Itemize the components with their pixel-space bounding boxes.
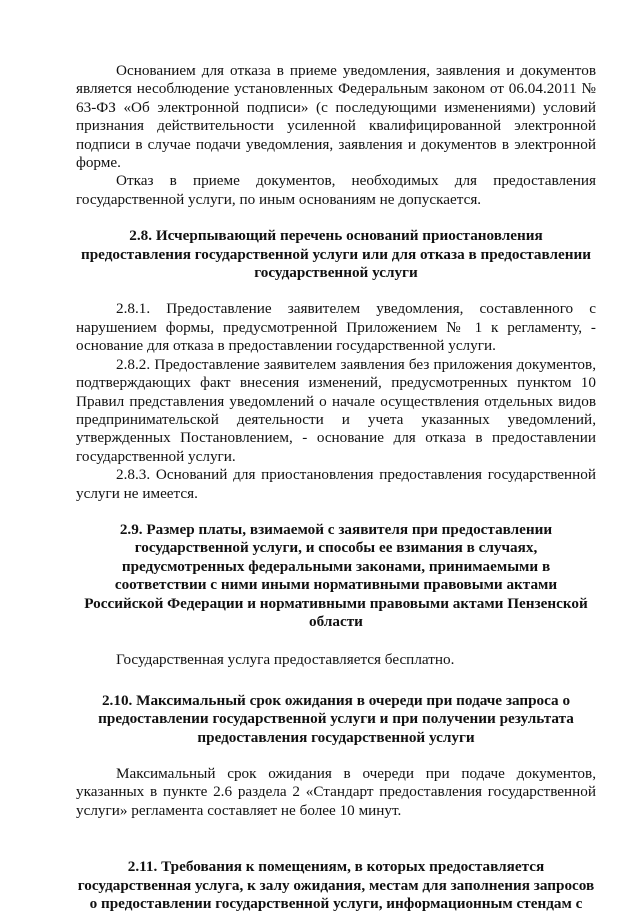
section-2-10-heading: 2.10. Максимальный срок ожидания в очереди при подаче запроса о предоставлении государственной услуги и при получении результата предоставления государственной услуги <box>98 691 574 746</box>
section-2-9-heading: 2.9. Размер платы, взимаемой с заявителя при предоставлении государственной услуги, и способы ее взимания в случаях, предусмотренных федеральными законами, принимаемыми в соответствии с ними иными нормативными правовыми актами Российской Федерации и нормативными правовыми актами Пензенской области <box>84 520 588 630</box>
section-2-9-paragraph: Государственная услуга предоставляется бесплатно. <box>116 651 455 669</box>
section-2-8-heading: 2.8. Исчерпывающий перечень оснований приостановления предоставления государственной услуги или для отказа в предоставлении государственной услуги <box>80 227 591 282</box>
section-2-8-1-paragraph: 2.8.1. Предоставление заявителем уведомления, составленного с нарушением формы, предусмотренной Приложением № 1 к регламенту, - основание для отказа в предоставлении государственной услуги. <box>76 300 596 355</box>
intro-paragraph-1: Основанием для отказа в приеме уведомления, заявления и документов является несоблюдение установленных Федеральным законом от 06.04.2011 № 63-ФЗ «Об электронной подписи» (с последующими изменениями) условий признания действительности усиленной квалифицированной электронной подписи в случае подачи уведомления, заявления и документов в электронной форме. <box>76 62 596 172</box>
document-page <box>76 62 596 913</box>
section-2-8-2-paragraph: 2.8.2. Предоставление заявителем заявления без приложения документов, подтверждающих факт внесения изменений, предусмотренных пунктом 10 Правил представления уведомлений о начале осуществления отдельных видов предпринимательской деятельности и учета указанных уведомлений, утвержденных Постановлением, - основание для отказа в предоставлении государственной услуги. <box>76 355 596 465</box>
intro-paragraph-2: Отказ в приеме документов, необходимых для предоставления государственной услуги, по иным основаниям не допускается. <box>76 172 596 208</box>
section-2-8-3-paragraph: 2.8.3. Оснований для приостановления предоставления государственной услуги не имеется. <box>76 466 596 502</box>
section-2-10-paragraph: Максимальный срок ожидания в очереди при подаче документов, указанных в пункте 2.6 раздела 2 «Стандарт предоставления государственной услуги» регламента составляет не более 10 минут. <box>76 765 596 819</box>
section-2-11-heading: 2.11. Требования к помещениям, в которых предоставляется государственная услуга, к залу ожидания, местам для заполнения запросов о предоставлении государственной услуги, информационным стендам с <box>77 858 595 913</box>
